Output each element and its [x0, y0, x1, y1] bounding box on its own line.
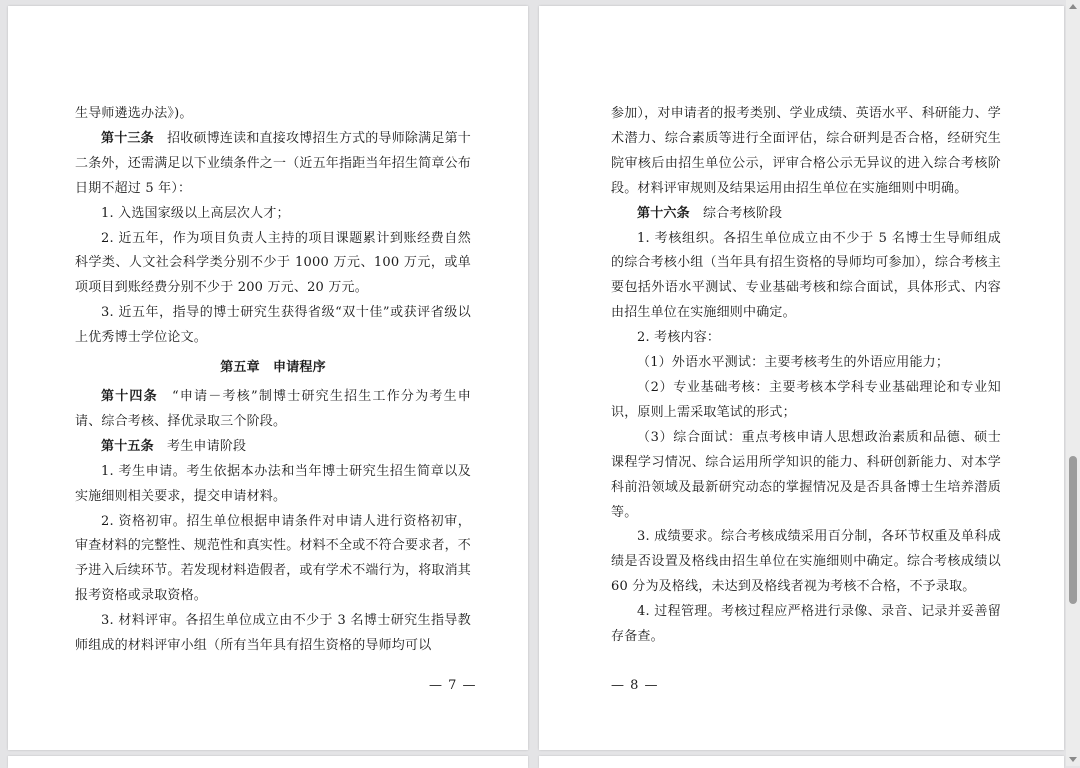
- page-number: — 8 —: [611, 678, 659, 693]
- paragraph: 参加），对申请者的报考类别、学业成绩、英语水平、科研能力、学术潜力、综合素质等进行全面评估，综合研判是否合格，经研究生院审核后由招生单位公示，评审合格公示无异议的进入综合考核阶段。材料评审规则及结果运用由招生单位在实施细则中明确。: [611, 106, 1001, 196]
- paragraph: （2）专业基础考核：主要考核本学科专业基础理论和专业知识，原则上需采取笔试的形式；: [611, 379, 1001, 420]
- paragraph: （1）外语水平测试：主要考核考生的外语应用能力；: [637, 355, 950, 371]
- paragraph: （3）综合面试：重点考核申请人思想政治素质和品德、硕士课程学习情况、综合运用所学知识的能力、科研创新能力、对本学科前沿领域及最新研究动态的掌握情况及是否具备博士生培养潜质等。: [611, 429, 1001, 520]
- page-number: — 7 —: [429, 678, 477, 693]
- scroll-down-arrow-icon[interactable]: [1069, 757, 1077, 762]
- paragraph: 生导师遴选办法》)。: [75, 106, 193, 121]
- article-16-paragraph: 第十六条 综合考核阶段: [637, 205, 783, 221]
- paragraph: 2. 资格初审。招生单位根据申请条件对申请人进行资格初审，审查材料的完整性、规范性和真实性。材料不全或不符合要求者，不予进入后续环节。若发现材料造假者，或有学术不端行为，将取消其报考资格或录取资格。: [75, 513, 472, 604]
- next-page-top-left: [8, 756, 528, 768]
- next-page-top-right: [539, 756, 1064, 768]
- article-heading: 第十四条: [101, 388, 158, 404]
- paragraph: 3. 材料评审。各招生单位成立由不少于 3 名博士研究生指导教师组成的材料评审小组（所有当年具有招生资格的导师均可以: [75, 613, 471, 654]
- vertical-scrollbar[interactable]: [1066, 0, 1080, 766]
- article-15-paragraph: 第十五条 考生申请阶段: [101, 438, 247, 454]
- chapter-title: 第五章 申请程序: [220, 360, 326, 376]
- scroll-up-arrow-icon[interactable]: [1069, 4, 1077, 9]
- article-heading: 第十六条: [637, 205, 690, 221]
- document-page-8: [539, 6, 1064, 750]
- paragraph: 3. 成绩要求。综合考核成绩采用百分制，各环节权重及单科成绩是否设置及格线由招生单位在实施细则中确定。综合考核成绩以 60 分为及格线，未达到及格线者视为考核不合格，不予录取。: [611, 529, 1001, 595]
- scrollbar-thumb[interactable]: [1069, 456, 1077, 604]
- article-heading: 第十三条: [101, 130, 154, 146]
- page-8-body: [611, 102, 1001, 650]
- article-14-paragraph: 第十四条 “申请－考核”制博士研究生招生工作分为考生申请、综合考核、择优录取三个阶段。: [75, 388, 471, 429]
- document-page-7: [8, 6, 528, 750]
- paragraph: 1. 考生申请。考生依据本办法和当年博士研究生招生简章以及实施细则相关要求，提交申请材料。: [75, 463, 471, 504]
- paragraph: 3. 近五年，指导的博士研究生获得省级“双十佳”或获评省级以上优秀博士学位论文。: [75, 305, 471, 346]
- page-7-body: [75, 102, 471, 659]
- paragraph: 2. 近五年，作为项目负责人主持的项目课题累计到账经费自然科学类、人文社会科学类分别不少于 1000 万元、100 万元，或单项项目到账经费分别不少于 200 万元、20 万元。: [75, 230, 471, 296]
- paragraph: 1. 考核组织。各招生单位成立由不少于 5 名博士生导师组成的综合考核小组（当年具有招生资格的导师均可参加），综合考核主要包括外语水平测试、专业基础考核和综合面试，具体形式、内容由招生单位在实施细则中确定。: [611, 230, 1001, 321]
- paragraph: 4. 过程管理。考核过程应严格进行录像、录音、记录并妥善留存备查。: [611, 604, 1001, 645]
- article-13-paragraph: 第十三条 招收硕博连读和直接攻博招生方式的导师除满足第十二条外，还需满足以下业绩条件之一（近五年指距当年招生简章公布日期不超过 5 年）：: [75, 130, 472, 196]
- paragraph: 2. 考核内容：: [637, 330, 721, 346]
- article-heading: 第十五条: [101, 438, 154, 454]
- paragraph: 1. 入选国家级以上高层次人才；: [101, 205, 290, 221]
